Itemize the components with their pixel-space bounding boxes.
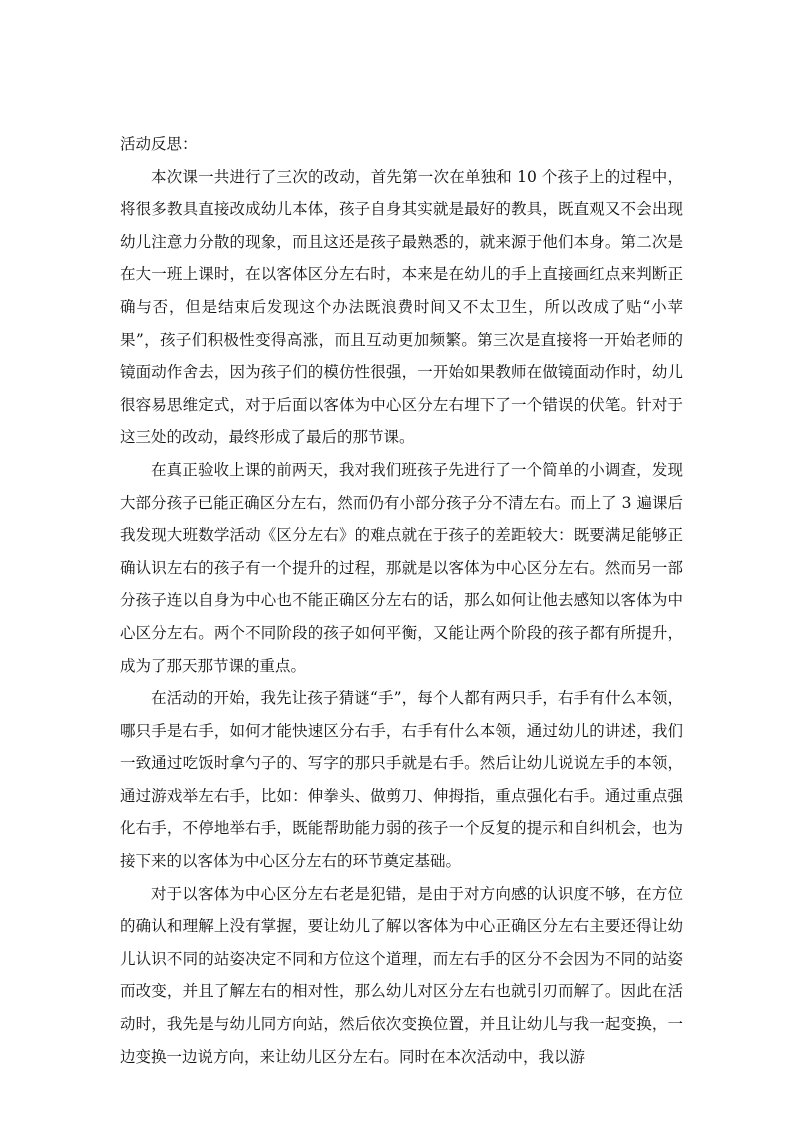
paragraph-object-orientation: 对于以客体为中心区分左右老是犯错，是由于对方向感的认识度不够，在方位的确认和理解上没有掌握，要让幼儿了解以客体为中心正确区分左右主要还得让幼儿认识不同的站姿决定不同和方位这个道理，而左右手的区分不会因为不同的站姿而改变，并且了解左右的相对性，那么幼儿对区分左右也就引刃而解了。因此在活动时，我先是与幼儿同方向站，然后依次变换位置，并且让幼儿与我一起变换，一边变换一边说方向，来让幼儿区分左右。同时在本次活动中，我以游	[120, 884, 683, 1066]
paragraph-revisions: 本次课一共进行了三次的改动，首先第一次在单独和 10 个孩子上的过程中，将很多教具直接改成幼儿本体，孩子自身其实就是最好的教具，既直观又不会出现幼儿注意力分散的现象，而且这还是孩子最熟悉的，就来源于他们本身。第二次是在大一班上课时，在以客体区分左右时，本来是在幼儿的手上直接画红点来判断正确与否，但是结束后发现这个办法既浪费时间又不太卫生，所以改成了贴“小苹果”，孩子们积极性变得高涨，而且互动更加频繁。第三次是直接将一开始老师的镜面动作舍去，因为孩子们的模仿性很强，一开始如果教师在做镜面动作时，幼儿很容易思维定式，对于后面以客体为中心区分左右埋下了一个错误的伏笔。针对于这三处的改动，最终形成了最后的那节课。	[120, 167, 683, 447]
paragraph-survey: 在真正验收上课的前两天，我对我们班孩子先进行了一个简单的小调查，发现大部分孩子已能正确区分左右，然而仍有小部分孩子分不清左右。而上了 3 遍课后我发现大班数学活动《区分左右》的难点就在于孩子的差距较大：既要满足能够正确认识左右的孩子有一个提升的过程，那就是以客体为中心区分左右。然而另一部分孩子连以自身为中心也不能正确区分左右的话，那么如何让他去感知以客体为中心区分左右。两个不同阶段的孩子如何平衡，又能让两个阶段的孩子都有所提升，成为了那天那节课的重点。	[120, 460, 683, 675]
section-heading: 活动反思：	[120, 135, 198, 153]
document-body	[120, 128, 683, 1073]
paragraph-activity-start: 在活动的开始，我先让孩子猜谜“手”，每个人都有两只手，右手有什么本领，哪只手是右手，如何才能快速区分右手，右手有什么本领，通过幼儿的讲述，我们一致通过吃饭时拿勺子的、写字的那只手就是右手。然后让幼儿说说左手的本领，通过游戏举左右手，比如：伸拳头、做剪刀、伸拇指，重点强化右手。通过重点强化右手，不停地举右手，既能帮助能力弱的孩子一个反复的提示和自纠机会，也为接下来的以客体为中心区分左右的环节奠定基础。	[120, 689, 683, 871]
